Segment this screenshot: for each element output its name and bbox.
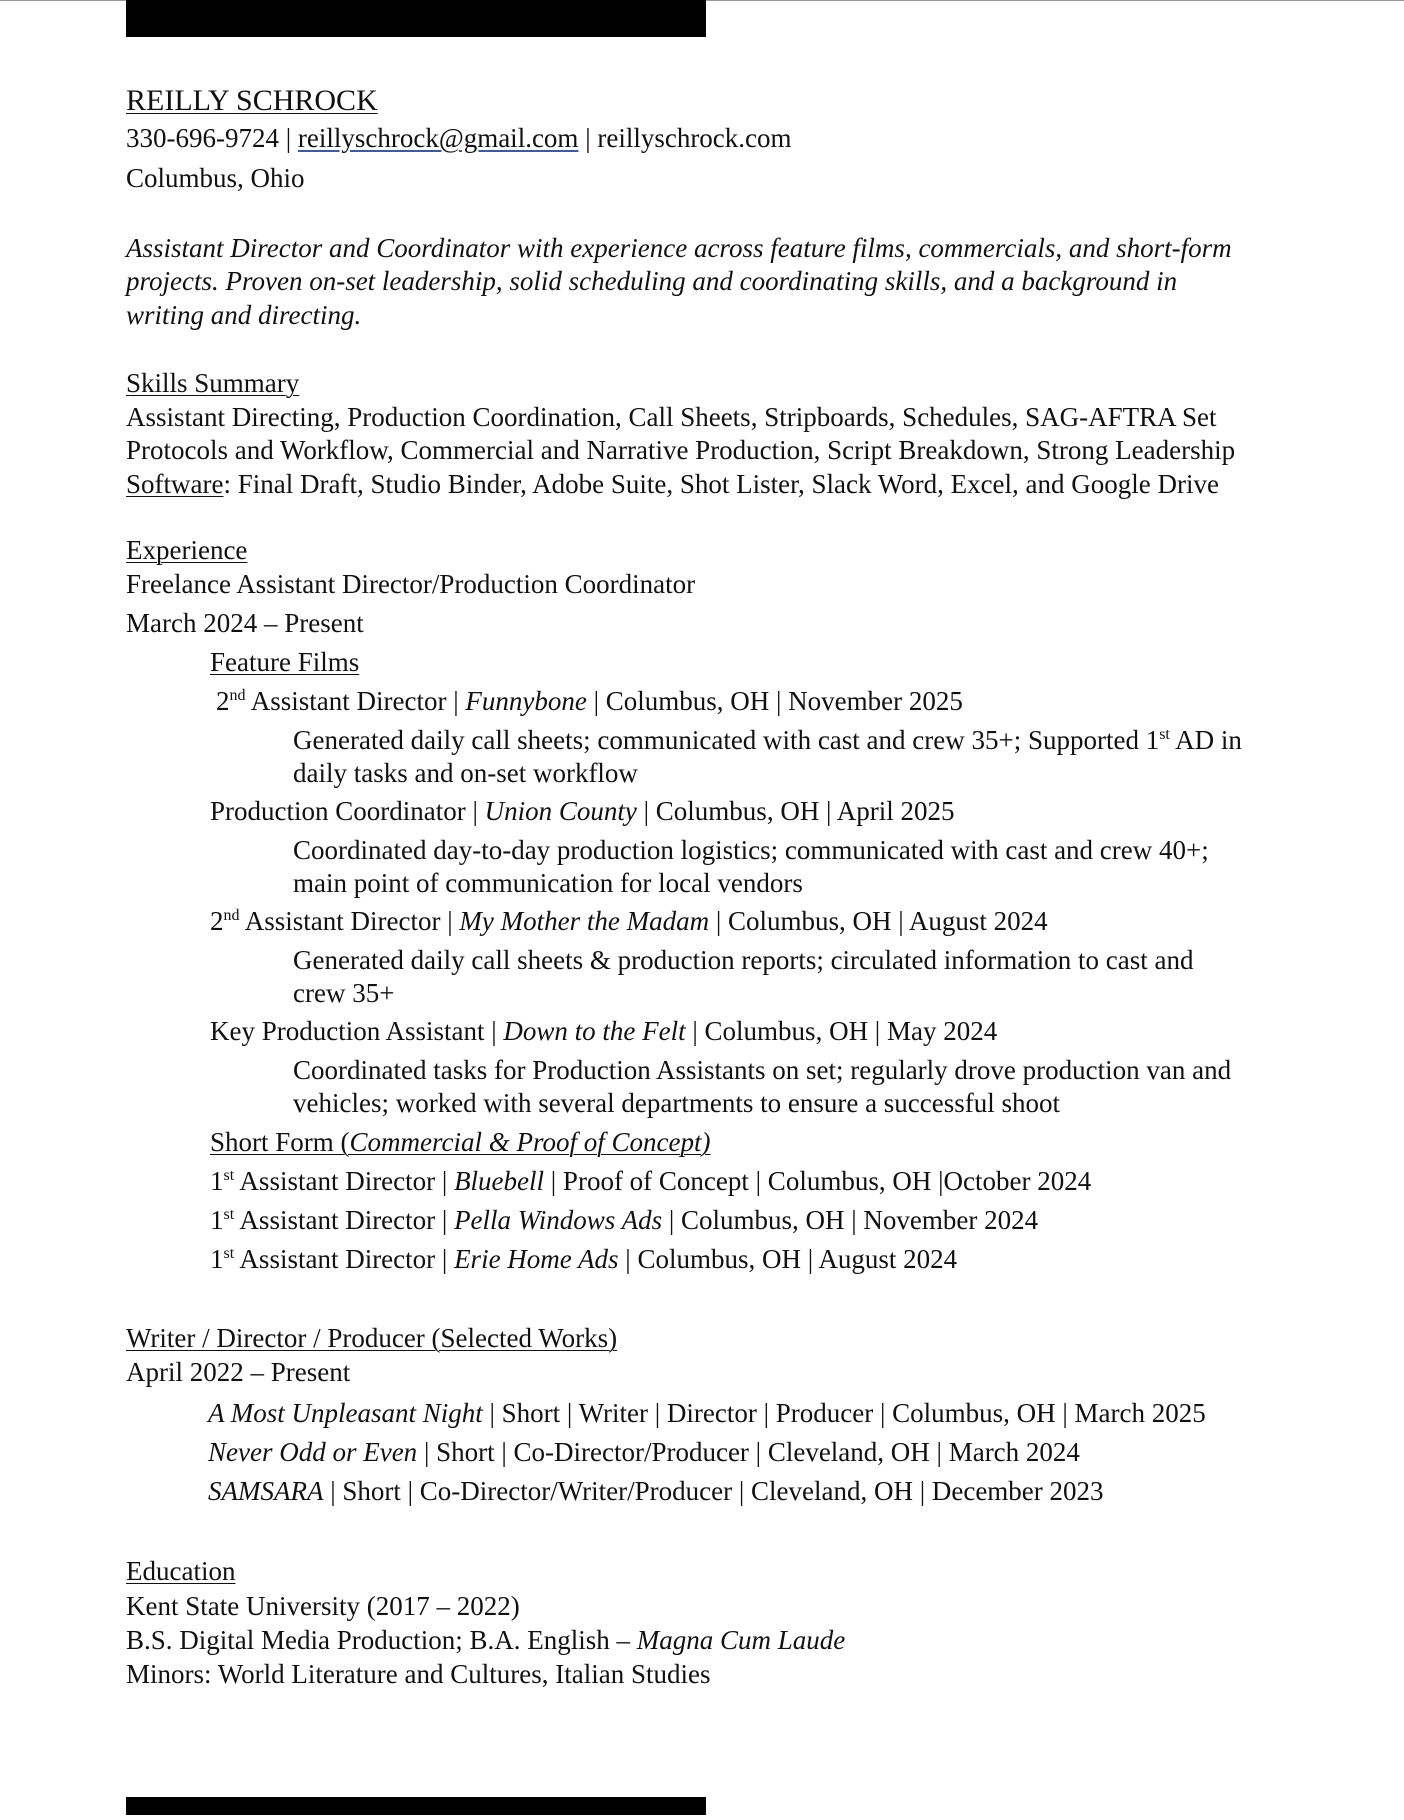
short-form-heading <box>210 1126 710 1160</box>
short-form-heading-italic: Commercial & Proof of Concept) <box>349 1127 711 1157</box>
work-title: Never Odd or Even <box>208 1437 418 1467</box>
credit-details: | Columbus, OH | April 2025 <box>636 796 955 826</box>
ordinal: 1 <box>210 1205 224 1235</box>
description-text: Generated daily call sheets; communicated with cast and crew 35+; Supported 1 <box>293 725 1160 755</box>
ordinal-suffix: st <box>223 1167 235 1184</box>
contact-separator: | <box>285 123 298 153</box>
credit-details: | Columbus, OH | May 2024 <box>685 1016 998 1046</box>
work-item <box>208 1397 1206 1431</box>
credit-description: vehicles; worked with several departments to ensure a successful shoot <box>293 1088 1061 1118</box>
ordinal-suffix: st <box>223 1206 235 1223</box>
ordinal-suffix: st <box>223 1245 235 1262</box>
credit-details: | Columbus, OH | August 2024 <box>618 1244 958 1274</box>
short-credit <box>210 1165 1091 1199</box>
degree-honors: Magna Cum Laude <box>636 1625 846 1655</box>
work-details: | Short | Co-Director/Writer/Producer | Cleveland, OH | December 2023 <box>323 1476 1104 1506</box>
credit-title: Union County <box>484 796 637 826</box>
ordinal: 1 <box>210 1166 224 1196</box>
summary-line: writing and directing. <box>126 300 362 330</box>
credit-description: daily tasks and on-set workflow <box>293 758 638 788</box>
software-list: : Final Draft, Studio Binder, Adobe Suite, Shot Lister, Slack Word, Excel, and Google Drive <box>223 469 1219 499</box>
feature-credit <box>210 1015 997 1049</box>
credit-description: Coordinated day-to-day production logistics; communicated with cast and crew 40+; <box>293 835 1209 865</box>
credit-role: Assistant Director | <box>234 1205 455 1235</box>
credit-description: main point of communication for local vendors <box>293 868 803 898</box>
short-credit <box>210 1204 1038 1238</box>
work-details: | Short | Co-Director/Producer | Cleveland, OH | March 2024 <box>417 1437 1080 1467</box>
contact-line <box>126 122 792 156</box>
redaction-bar-top <box>126 0 706 37</box>
ordinal: 2 <box>216 686 230 716</box>
credit-title: My Mother the Madam <box>459 906 710 936</box>
work-title: SAMSARA <box>208 1476 324 1506</box>
credit-role: Production Coordinator | <box>210 796 485 826</box>
feature-films-heading: Feature Films <box>210 647 360 677</box>
ordinal-suffix: nd <box>229 687 246 704</box>
credit-title: Bluebell <box>454 1166 545 1196</box>
skills-line: Protocols and Workflow, Commercial and Narrative Production, Script Breakdown, Strong Leadership <box>126 435 1236 465</box>
job-title: Freelance Assistant Director/Production Coordinator <box>126 569 696 599</box>
credit-details: | Columbus, OH | November 2024 <box>662 1205 1039 1235</box>
credit-role: Assistant Director | <box>234 1166 455 1196</box>
ordinal: 2 <box>210 906 224 936</box>
job-dates: March 2024 – Present <box>126 608 364 638</box>
credit-details: | Proof of Concept | Columbus, OH |October 2024 <box>544 1166 1092 1196</box>
education-school: Kent State University (2017 – 2022) <box>126 1591 520 1621</box>
short-credit <box>210 1243 957 1277</box>
feature-credit <box>216 685 963 719</box>
credit-role: Assistant Director | <box>250 686 466 716</box>
credit-description: Coordinated tasks for Production Assistants on set; regularly drove production van and <box>293 1055 1232 1085</box>
experience-heading: Experience <box>126 535 248 565</box>
work-item <box>208 1436 1080 1470</box>
location: Columbus, Ohio <box>126 163 305 193</box>
short-form-heading-text: Short Form ( <box>210 1127 350 1157</box>
credit-description: Generated daily call sheets & production reports; circulated information to cast and <box>293 945 1194 975</box>
work-title: A Most Unpleasant Night <box>208 1398 483 1428</box>
works-heading: Writer / Director / Producer (Selected Works) <box>126 1323 618 1353</box>
credit-title: Pella Windows Ads <box>454 1205 663 1235</box>
credit-details: | Columbus, OH | August 2024 <box>709 906 1048 936</box>
feature-credit <box>210 795 954 829</box>
redaction-bar-bottom <box>126 1797 706 1815</box>
degree-text: B.S. Digital Media Production; B.A. English – <box>126 1625 637 1655</box>
ordinal-suffix: nd <box>223 907 240 924</box>
education-degree <box>126 1624 845 1658</box>
work-details: | Short | Writer | Director | Producer | Columbus, OH | March 2025 <box>482 1398 1206 1428</box>
email-link[interactable]: reillyschrock@gmail.com <box>297 123 579 153</box>
credit-title: Erie Home Ads <box>454 1244 619 1274</box>
summary-line: projects. Proven on-set leadership, solid scheduling and coordinating skills, and a background in <box>126 266 1178 296</box>
resume-name: REILLY SCHROCK <box>126 84 378 117</box>
skills-heading: Skills Summary <box>126 368 300 398</box>
description-text: AD in <box>1169 725 1242 755</box>
works-dates: April 2022 – Present <box>126 1357 351 1387</box>
education-minors: Minors: World Literature and Cultures, Italian Studies <box>126 1659 711 1689</box>
software-line <box>126 468 1219 502</box>
credit-title: Funnybone <box>465 686 587 716</box>
ordinal: 1 <box>210 1244 224 1274</box>
skills-line: Assistant Directing, Production Coordination, Call Sheets, Stripboards, Schedules, SAG-AFTRA Set <box>126 402 1217 432</box>
credit-title: Down to the Felt <box>503 1016 686 1046</box>
contact-separator: | <box>585 123 598 153</box>
software-label: Software <box>126 469 224 499</box>
website-link[interactable]: reillyschrock.com <box>597 123 792 153</box>
credit-role: Assistant Director | <box>234 1244 455 1274</box>
phone-number: 330-696-9724 <box>126 123 279 153</box>
credit-description <box>293 724 1242 758</box>
credit-details: | Columbus, OH | November 2025 <box>586 686 963 716</box>
work-item <box>208 1475 1104 1509</box>
summary-line: Assistant Director and Coordinator with experience across feature films, commercials, and short-form <box>126 233 1232 263</box>
ordinal-suffix: st <box>1159 726 1170 743</box>
education-heading: Education <box>126 1556 236 1586</box>
credit-role: Assistant Director | <box>244 906 460 936</box>
credit-description: crew 35+ <box>293 978 395 1008</box>
credit-role: Key Production Assistant | <box>210 1016 504 1046</box>
feature-credit <box>210 905 1048 939</box>
